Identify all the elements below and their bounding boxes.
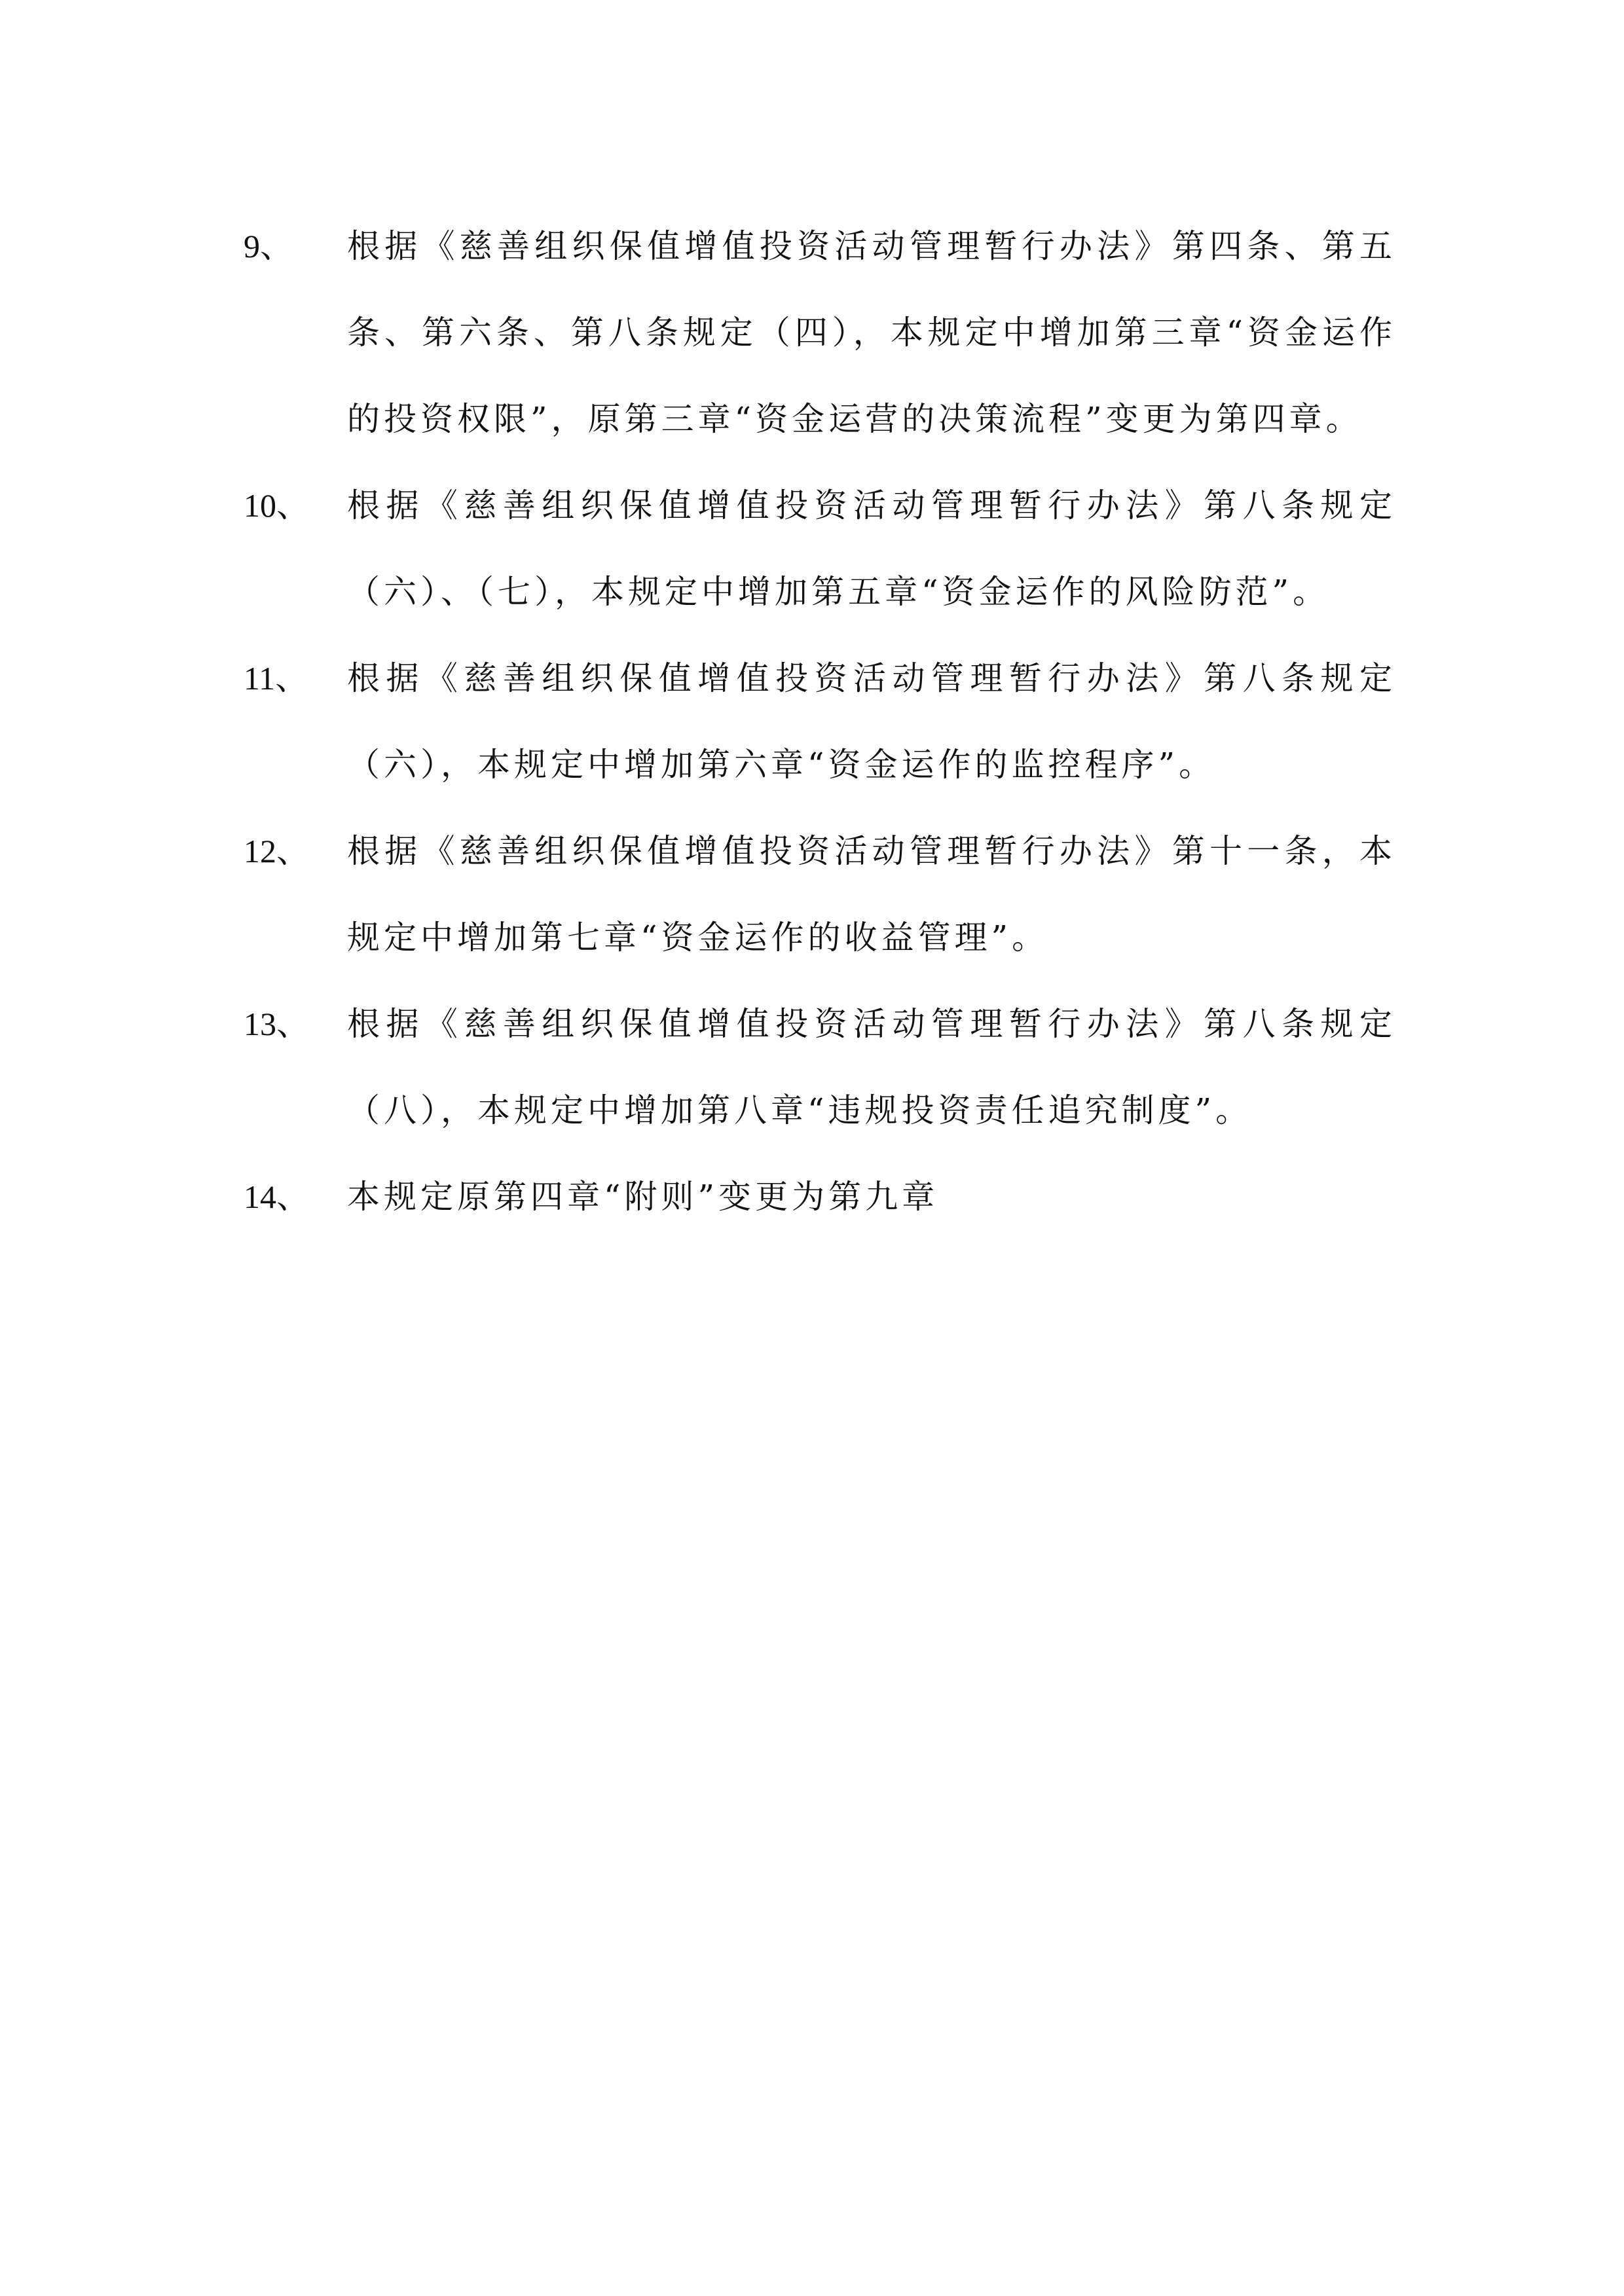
item-text: 本规定原第四章“附则”变更为第九章	[347, 1178, 939, 1216]
list-item	[244, 981, 1396, 1154]
item-text: 根据《慈善组织保值增值投资活动管理暂行办法》第八条规定（八），本规定中增加第八章“违规投资责任追究制度”。	[347, 1005, 1396, 1129]
item-text: 根据《慈善组织保值增值投资活动管理暂行办法》第八条规定（六），本规定中增加第六章“资金运作的监控程序”。	[347, 659, 1396, 784]
list-item	[244, 203, 1396, 462]
item-number: 10、	[244, 487, 309, 524]
item-number: 14、	[244, 1178, 309, 1215]
list-item	[244, 808, 1396, 981]
item-text: 根据《慈善组织保值增值投资活动管理暂行办法》第四条、第五条、第六条、第八条规定（四），本规定中增加第三章“资金运作的投资权限”，原第三章“资金运营的决策流程”变更为第四章。	[347, 227, 1396, 438]
list-item	[244, 1154, 1396, 1240]
amendment-list	[244, 203, 1396, 1240]
item-text: 根据《慈善组织保值增值投资活动管理暂行办法》第八条规定（六）、（七），本规定中增加第五章“资金运作的风险防范”。	[347, 486, 1396, 611]
item-number: 9、	[244, 228, 293, 264]
item-number: 12、	[244, 833, 309, 869]
item-text: 根据《慈善组织保值增值投资活动管理暂行办法》第十一条，本规定中增加第七章“资金运作的收益管理”。	[347, 832, 1396, 957]
list-item	[244, 635, 1396, 808]
list-item	[244, 462, 1396, 635]
item-number: 13、	[244, 1006, 309, 1042]
item-number: 11、	[244, 660, 308, 697]
